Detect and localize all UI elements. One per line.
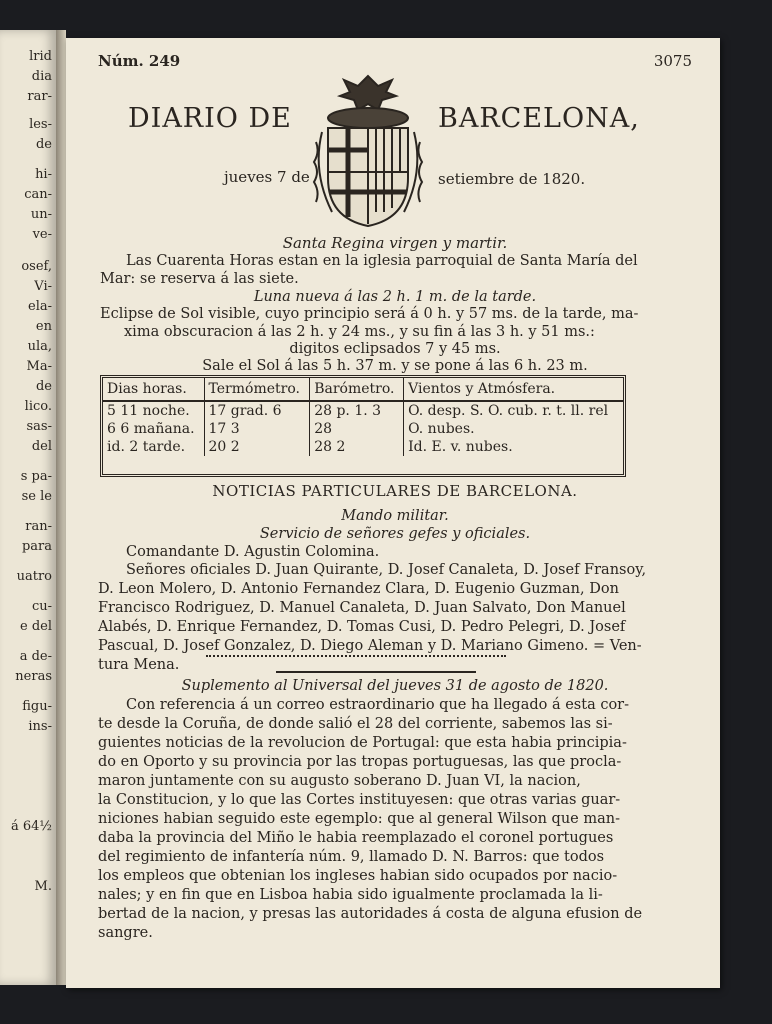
supplement-line: guientes noticias de la revolucion de Portugal: que esta habia principia- <box>98 735 627 751</box>
weather-day: 6 <box>107 421 116 437</box>
supplement-heading: Suplemento al Universal del jueves 31 de agosto de 1820. <box>181 678 609 694</box>
officers-paragraph <box>98 561 690 675</box>
officers-line: Pascual, D. Josef Gonzalez, D. Diego Aleman y D. Mariano Gimeno. = Ven- <box>98 638 642 654</box>
officers-line: D. Leon Molero, D. Antonio Fernandez Clara, D. Eugenio Guzman, Don <box>98 581 619 597</box>
supplement-line: te desde la Coruña, de donde salió el 28 del corriente, sabemos las si- <box>98 716 613 732</box>
weather-row <box>103 401 623 420</box>
masthead-title-right: BARCELONA, <box>438 103 640 134</box>
left-page-fragment: del <box>31 439 52 454</box>
weather-header-thermometer: Termómetro. <box>204 378 310 401</box>
left-page-fragment: de <box>35 379 52 394</box>
weather-row <box>103 420 623 438</box>
eclipse-line-3: digitos eclipsados 7 y 45 ms. <box>289 341 501 357</box>
newspaper-page <box>66 38 720 988</box>
weather-therm: 17 3 <box>204 420 310 438</box>
masthead-title-left: DIARIO DE <box>128 103 292 134</box>
left-page-fragment: de <box>35 137 52 152</box>
left-page-fragment: Vi- <box>34 279 52 294</box>
subheading-service: Servicio de señores gefes y oficiales. <box>259 526 531 542</box>
left-page-fragment: se le <box>21 489 52 504</box>
supplement-line: sangre. <box>98 925 153 941</box>
book-gutter <box>56 30 66 985</box>
left-page-fragment: dia <box>31 69 52 84</box>
previous-page-edge <box>0 30 56 985</box>
supplement-paragraph <box>98 696 690 943</box>
short-rule <box>276 671 476 673</box>
left-page-fragment: hi- <box>35 167 52 182</box>
left-page-fragment: osef, <box>21 259 52 274</box>
supplement-line: maron juntamente con su augusto soberano D. Juan VI, la nacion, <box>98 773 581 789</box>
weather-hour: 6 mañana. <box>120 421 195 437</box>
moon-phase: Luna nueva á las 2 h. 1 m. de la tarde. <box>253 289 537 305</box>
weather-baro: 28 2 <box>310 438 404 456</box>
date-left: jueves 7 de <box>224 168 310 186</box>
supplement-line: bertad de la nacion, y presas las autoridades á costa de alguna efusion de <box>98 906 643 922</box>
officers-line: Francisco Rodriguez, D. Manuel Canaleta, D. Juan Salvato, Don Manuel <box>98 600 626 616</box>
commander-line: Comandante D. Agustin Colomina. <box>126 544 380 560</box>
left-page-fragment: lrid <box>29 49 52 64</box>
supplement-line: los empleos que obtenian los ingleses habian sido ocupados por nacio- <box>98 868 618 884</box>
left-page-fragment: para <box>21 539 52 554</box>
left-page-fragment: sas- <box>26 419 52 434</box>
left-page-fragment: e del <box>20 619 52 634</box>
left-page-fragment: ins- <box>28 719 52 734</box>
subheading-military: Mando militar. <box>341 508 449 524</box>
weather-baro: 28 <box>310 420 404 438</box>
left-page-fragment: uatro <box>16 569 52 584</box>
officers-line: Señores oficiales D. Juan Quirante, D. Josef Canaleta, D. Josef Fransoy, <box>126 562 647 578</box>
officers-line: Alabés, D. Enrique Fernandez, D. Tomas Cusi, D. Pedro Pelegri, D. Josef <box>98 619 626 635</box>
weather-wind: Id. E. v. nubes. <box>404 438 623 456</box>
weather-day: 5 <box>107 403 116 419</box>
officers-line: tura Mena. <box>98 657 180 673</box>
date-right: setiembre de 1820. <box>438 170 586 188</box>
left-page-fragment: ela- <box>28 299 52 314</box>
dotted-divider <box>206 655 506 657</box>
weather-wind: O. desp. S. O. cub. r. t. ll. rel <box>404 401 623 420</box>
left-page-fragment: un- <box>30 207 52 222</box>
left-page-fragment: neras <box>15 669 52 684</box>
eclipse-line-1: Eclipse de Sol visible, cuyo principio será á 0 h. y 57 ms. de la tarde, ma- <box>100 306 639 322</box>
left-page-fragment: en <box>35 319 52 334</box>
eclipse-line-2: xima obscuracion á las 2 h. y 24 ms., y su fin á las 3 h. y 51 ms.: <box>124 324 595 340</box>
news-section-title: NOTICIAS PARTICULARES DE BARCELONA. <box>212 482 578 500</box>
forty-hours-line-2: Mar: se reserva á las siete. <box>100 271 299 287</box>
saint-of-day: Santa Regina virgen y martir. <box>282 234 508 252</box>
left-page-fragment: á 64½ <box>10 819 52 834</box>
forty-hours-line-1: Las Cuarenta Horas estan en la iglesia parroquial de Santa María del <box>126 253 638 269</box>
weather-therm: 20 2 <box>204 438 310 456</box>
weather-hour: 2 tarde. <box>129 439 186 455</box>
issue-number: Núm. 249 <box>98 52 181 70</box>
left-page-fragment: s pa- <box>20 469 52 484</box>
weather-day: id. <box>107 439 125 455</box>
weather-header-row <box>103 378 623 401</box>
weather-wind: O. nubes. <box>404 420 623 438</box>
left-page-fragment: can- <box>24 187 52 202</box>
supplement-line: niciones habian seguido este egemplo: que al general Wilson que man- <box>98 811 620 827</box>
barcelona-coat-of-arms-icon <box>306 72 430 232</box>
left-page-fragment: Ma- <box>26 359 52 374</box>
weather-header-barometer: Barómetro. <box>310 378 404 401</box>
left-page-fragment: ran- <box>25 519 52 534</box>
left-page-fragment: ula, <box>27 339 52 354</box>
weather-hour: 11 noche. <box>120 403 190 419</box>
weather-table <box>100 375 626 477</box>
page-number: 3075 <box>653 52 692 70</box>
left-page-fragment: rar- <box>27 89 52 104</box>
weather-header-winds: Vientos y Atmósfera. <box>404 378 623 401</box>
weather-header-days: Dias horas. <box>103 378 204 401</box>
weather-baro: 28 p. 1. 3 <box>310 401 404 420</box>
left-page-fragment: lico. <box>24 399 52 414</box>
sunrise-sunset: Sale el Sol á las 5 h. 37 m. y se pone á las 6 h. 23 m. <box>202 358 588 374</box>
left-page-fragment: ve- <box>32 227 52 242</box>
left-page-fragment: a de- <box>19 649 52 664</box>
supplement-line: do en Oporto y su provincia por las tropas portuguesas, las que procla- <box>98 754 622 770</box>
left-page-fragment: les- <box>29 117 52 132</box>
supplement-line: Con referencia á un correo estraordinario que ha llegado á esta cor- <box>126 697 630 713</box>
weather-therm: 17 grad. 6 <box>204 401 310 420</box>
weather-row <box>103 438 623 456</box>
left-page-fragment: figu- <box>22 699 52 714</box>
supplement-line: la Constitucion, y lo que las Cortes instituyesen: que otras varias guar- <box>98 792 621 808</box>
supplement-line: del regimiento de infantería núm. 9, llamado D. N. Barros: que todos <box>98 849 605 865</box>
supplement-line: nales; y en fin que en Lisboa habia sido igualmente proclamada la li- <box>98 887 603 903</box>
supplement-line: daba la provincia del Miño le habia reemplazado el coronel portugues <box>98 830 614 846</box>
left-page-fragment: M. <box>34 879 52 894</box>
left-page-fragment: cu- <box>31 599 52 614</box>
